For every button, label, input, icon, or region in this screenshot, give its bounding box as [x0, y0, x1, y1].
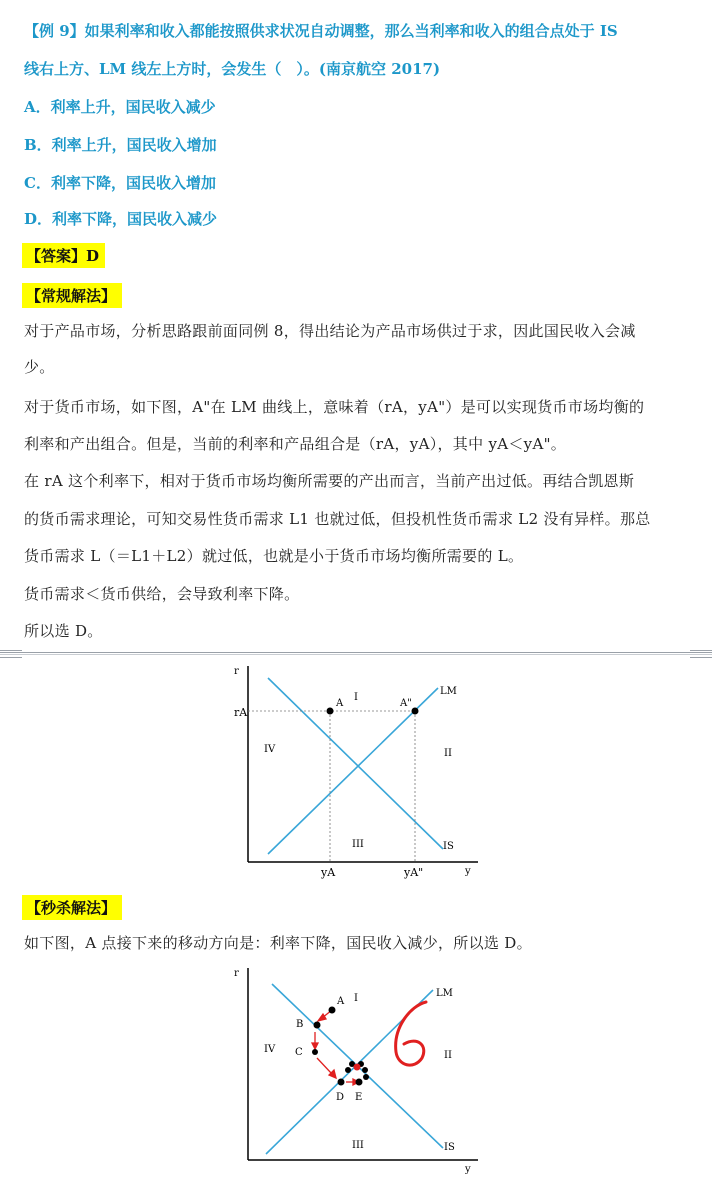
method2-tag: 【秒杀解法】 [22, 895, 122, 920]
is-label: IS [443, 841, 454, 852]
point-a2-label: A" [400, 698, 412, 709]
y-axis-label: y [465, 1164, 471, 1175]
method1-paragraph: 货币需求＜货币供给，会导致利率下降。 [24, 585, 300, 603]
question-line-2: 线右上方、LM 线左上方时，会发生（ ）。(南京航空 2017) [24, 60, 441, 78]
point-a [329, 1007, 336, 1014]
method1-tag: 【常规解法】 [22, 283, 122, 308]
region-i: I [354, 692, 358, 703]
point-e [356, 1079, 363, 1086]
region-iv: IV [264, 744, 276, 755]
is-lm-diagram-2 [228, 966, 488, 1176]
region-i: I [354, 993, 358, 1004]
method1-paragraph: 在 rA 这个利率下，相对于货币市场均衡所需要的产出而言，当前产出过低。再结合凯恩斯 [24, 472, 635, 490]
question-line-1: 【例 9】如果利率和收入都能按照供求状况自动调整，那么当利率和收入的组合点处于 IS [24, 22, 618, 40]
point-a2 [412, 708, 419, 715]
option-b: B．利率上升，国民收入增加 [24, 136, 217, 154]
option-d: D．利率下降，国民收入减少 [24, 210, 218, 228]
point-a-label: A [336, 698, 344, 709]
point-a [327, 708, 334, 715]
method1-paragraph: 的货币需求理论，可知交易性货币需求 L1 也就过低，但投机性货币需求 L2 没有异样。那总 [24, 510, 651, 528]
method1-paragraph: 少。 [24, 358, 55, 376]
point-c [312, 1049, 318, 1055]
ra-tick: rA [234, 706, 248, 719]
method2-text: 如下图，A 点接下来的移动方向是：利率下降，国民收入减少，所以选 D。 [24, 934, 532, 952]
lm-label: LM [436, 988, 453, 999]
region-iv: IV [264, 1044, 276, 1055]
region-iii: III [352, 839, 364, 850]
region-ii: II [444, 748, 452, 759]
r-axis-label: r [234, 666, 239, 677]
option-a: A．利率上升，国民收入减少 [24, 98, 216, 116]
point-b [314, 1022, 321, 1029]
is-label: IS [444, 1142, 455, 1153]
equilibrium-point [354, 1064, 361, 1071]
cluster-dot [362, 1067, 368, 1073]
point-d-label: D [336, 1092, 345, 1103]
answer-tag: 【答案】D [22, 243, 105, 268]
method1-paragraph: 对于货币市场，如下图，A"在 LM 曲线上，意味着（rA，yA"）是可以实现货币市场均衡的 [24, 398, 645, 416]
cluster-dot [345, 1067, 351, 1073]
option-c: C．利率下降，国民收入增加 [24, 174, 216, 192]
cluster-dot [363, 1074, 369, 1080]
region-iii: III [352, 1140, 364, 1151]
point-e-label: E [355, 1092, 363, 1103]
method1-paragraph: 货币需求 L（＝L1＋L2）就过低，也就是小于货币市场均衡所需要的 L。 [24, 547, 524, 565]
y-axis-label: y [465, 866, 471, 877]
lm-label: LM [440, 686, 457, 697]
arrow-c-d [317, 1058, 332, 1074]
point-c-label: C [295, 1047, 303, 1058]
method1-paragraph: 利率和产出组合。但是，当前的利率和产品组合是（rA，yA），其中 yA＜yA"。 [24, 435, 567, 453]
handwritten-six-icon [396, 1002, 426, 1065]
region-ii: II [444, 1050, 452, 1061]
ya-tick: yA [321, 866, 336, 879]
point-b-label: B [296, 1019, 304, 1030]
r-axis-label: r [234, 968, 239, 979]
point-d [338, 1079, 345, 1086]
method1-paragraph: 对于产品市场，分析思路跟前面同例 8，得出结论为产品市场供过于求，因此国民收入会减 [24, 322, 636, 340]
method1-paragraph: 所以选 D。 [24, 622, 103, 640]
arrowhead [312, 1043, 318, 1049]
is-curve [268, 678, 443, 849]
ya2-tick: yA" [404, 866, 424, 879]
point-a-label: A [337, 996, 345, 1007]
page-separator [0, 650, 712, 656]
is-lm-diagram-1 [228, 664, 488, 880]
